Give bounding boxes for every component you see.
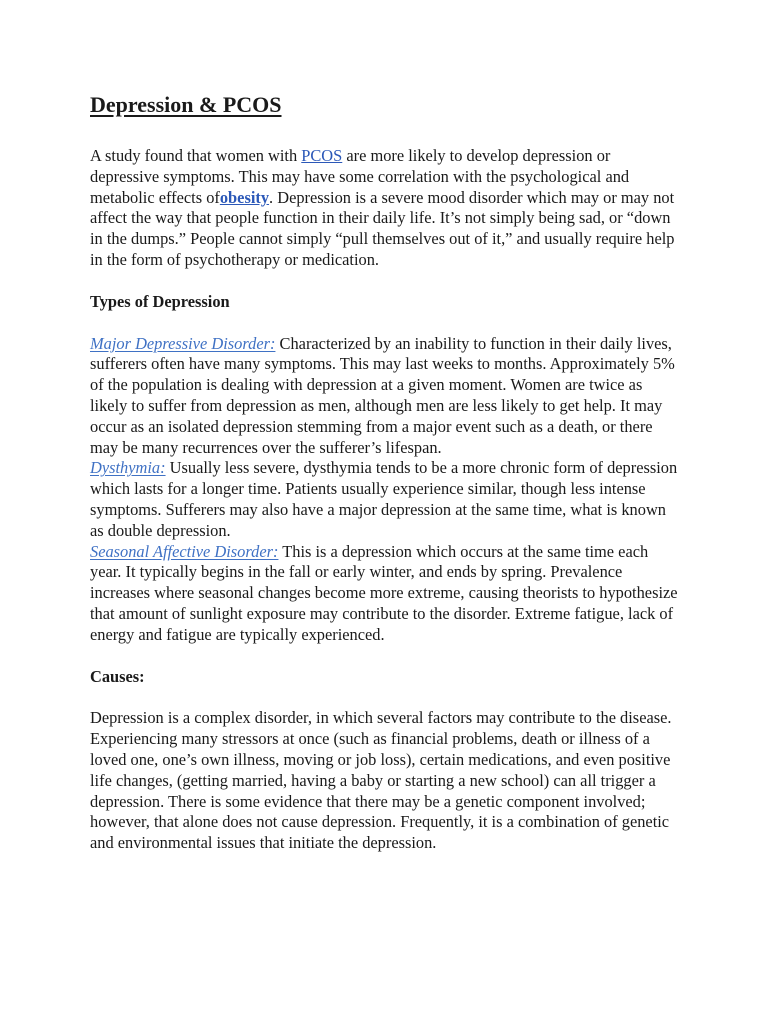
pcos-link[interactable]: PCOS (301, 146, 343, 165)
obesity-link[interactable]: obesity (219, 187, 270, 207)
type-item-seasonal-affective (90, 542, 680, 646)
term-seasonal-affective[interactable]: Seasonal Affective Disorder: (90, 541, 279, 561)
page-title: Depression & PCOS (90, 92, 282, 117)
type-description: Characterized by an inability to function in their daily lives, sufferers often have many symptoms. This may last weeks to months. Approximately 5% of the population is dealing with depression at a given moment. Women are twice as likely to suffer from depression as men, although men are less likely to get help. It may occur as an isolated depression stemming from a major event such as a death, or there may be many recurrences over the sufferer’s lifespan. (90, 333, 675, 457)
intro-text-1: A study found that women with (90, 146, 302, 165)
causes-paragraph: Depression is a complex disorder, in which several factors may contribute to the disease. Experiencing many stressors at once (such as financial problems, death or illness of a loved one, one’s own illness, moving or job loss), certain medications, and even positive life changes, (getting married, having a baby or starting a new school) can all trigger a depression. There is some evidence that there may be a genetic component involved; however, that alone does not cause depression. Frequently, it is a combination of genetic and environmental issues that initiate the depression. (90, 708, 672, 853)
intro-paragraph (90, 146, 680, 271)
term-major-depressive[interactable]: Major Depressive Disorder: (90, 333, 276, 353)
intro-text-2: are more likely to develop depression or depressive symptoms. This may have some correlation with the psychological and metabolic effects of (90, 146, 630, 207)
term-dysthymia[interactable]: Dysthymia: (90, 458, 166, 478)
type-description: Usually less severe, dysthymia tends to be a more chronic form of depression which lasts for a longer time. Patients usually experience similar, though less intense symptoms. Sufferers may also have a major depression at the same time, what is known as double depression. (90, 458, 678, 540)
type-item-major-depressive (90, 334, 680, 459)
type-item-dysthymia (90, 458, 680, 541)
intro-text-3: . Depression is a severe mood disorder which may or may not affect the way that people function in their daily life. It’s not simply being sad, or “down in the dumps.” People cannot simply “pull themselves out of it,” and usually require help in the form of psychotherapy or medication. (90, 187, 675, 269)
type-description: This is a depression which occurs at the same time each year. It typically begins in the fall or early winter, and ends by spring. Prevalence increases where seasonal changes become more extreme, causing theorists to hypothesize that amount of sunlight exposure may contribute to the disorder. Extreme fatigue, lack of energy and fatigue are typically experienced. (90, 541, 678, 644)
causes-heading: Causes: (90, 666, 145, 686)
types-heading: Types of Depression (90, 291, 230, 311)
